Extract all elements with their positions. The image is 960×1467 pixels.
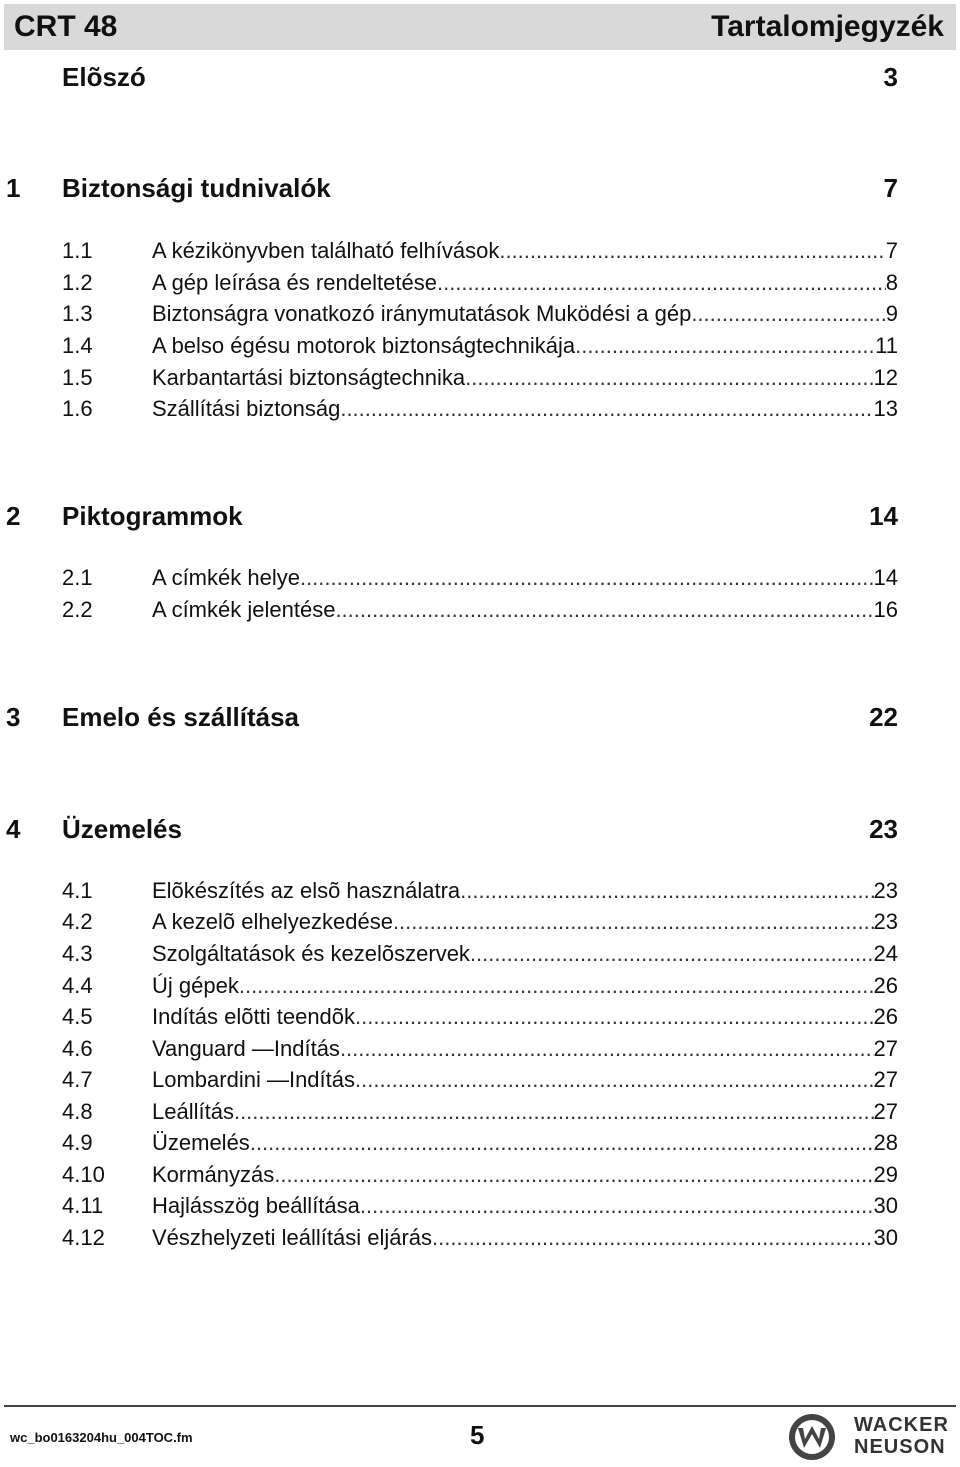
leader-dots <box>393 909 874 935</box>
leader-dots <box>432 1225 873 1251</box>
item-title: A címkék helye <box>152 565 300 590</box>
item-title: Lombardini —Indítás <box>152 1067 355 1092</box>
toc-item-4-10[interactable] <box>0 1162 960 1192</box>
leader-dots <box>355 1004 873 1030</box>
leader-dots <box>274 1162 873 1188</box>
logo-line-2: NEUSON <box>854 1436 946 1458</box>
leader-dots <box>460 878 873 904</box>
leader-dots <box>335 597 873 623</box>
footer-filename: wc_bo0163204hu_004TOC.fm <box>10 1430 193 1445</box>
item-number: 4.12 <box>62 1225 105 1250</box>
item-page: 30 <box>873 1225 898 1250</box>
leader-dots <box>575 333 875 359</box>
toc-item-4-1[interactable] <box>0 878 960 908</box>
item-title: Karbantartási biztonságtechnika <box>152 365 466 390</box>
toc-item-4-8[interactable] <box>0 1099 960 1129</box>
chapter-page: 7 <box>883 173 898 203</box>
item-page: 7 <box>885 238 898 263</box>
toc-item-4-6[interactable] <box>0 1036 960 1066</box>
item-page: 30 <box>873 1193 898 1218</box>
toc-item-4-2[interactable] <box>0 909 960 939</box>
wacker-neuson-logo <box>782 1412 958 1462</box>
chapter-title: Piktogrammok <box>62 501 243 531</box>
item-page: 26 <box>873 1004 898 1029</box>
item-number: 4.1 <box>62 878 93 903</box>
chapter-title: Emelo és szállítása <box>62 702 300 732</box>
item-title: A kezelõ elhelyezkedése <box>152 909 393 934</box>
leader-dots <box>250 1130 874 1156</box>
chapter-number: 3 <box>6 702 21 732</box>
leader-dots <box>470 941 874 967</box>
toc-item-1-5[interactable] <box>0 365 960 395</box>
toc-item-4-4[interactable] <box>0 973 960 1003</box>
toc-chapter-2[interactable] <box>0 501 960 537</box>
toc-item-2-1[interactable] <box>0 565 960 595</box>
toc-item-4-12[interactable] <box>0 1225 960 1255</box>
item-page: 11 <box>875 333 898 358</box>
item-number: 4.3 <box>62 941 93 966</box>
item-number: 4.2 <box>62 909 93 934</box>
toc-preface-page: 3 <box>883 62 898 92</box>
toc-preface-title: Elõszó <box>62 62 146 92</box>
item-page: 13 <box>873 396 898 421</box>
leader-dots <box>234 1099 874 1125</box>
item-page: 12 <box>873 365 898 390</box>
toc-item-4-5[interactable] <box>0 1004 960 1034</box>
item-page: 24 <box>873 941 898 966</box>
item-page: 27 <box>873 1099 898 1124</box>
leader-dots <box>499 238 885 264</box>
item-title: A belso égésu motorok biztonságtechnikája <box>152 333 576 358</box>
chapter-number: 2 <box>6 501 21 531</box>
item-number: 1.4 <box>62 333 93 358</box>
item-page: 27 <box>873 1067 898 1092</box>
item-page: 9 <box>885 301 898 326</box>
item-number: 4.11 <box>62 1193 104 1218</box>
leader-dots <box>360 1193 874 1219</box>
footer-page-number: 5 <box>470 1420 485 1450</box>
item-number: 4.10 <box>62 1162 105 1187</box>
item-number: 1.3 <box>62 301 93 326</box>
leader-dots <box>340 1036 874 1062</box>
toc-chapter-4[interactable] <box>0 814 960 850</box>
chapter-page: 14 <box>869 501 898 531</box>
chapter-title: Üzemelés <box>62 814 182 844</box>
item-title: Biztonságra vonatkozó iránymutatások Muködési a gép <box>152 301 692 326</box>
item-number: 4.8 <box>62 1099 93 1124</box>
page-header <box>4 4 956 50</box>
item-number: 4.7 <box>62 1067 93 1092</box>
item-page: 23 <box>873 878 898 903</box>
leader-dots <box>465 365 873 391</box>
leader-dots <box>355 1067 874 1093</box>
item-title: Indítás elõtti teendõk <box>152 1004 356 1029</box>
item-page: 16 <box>873 597 898 622</box>
item-title: Kormányzás <box>152 1162 275 1187</box>
leader-dots <box>437 270 886 296</box>
toc-preface[interactable] <box>0 62 960 98</box>
toc-item-2-2[interactable] <box>0 597 960 627</box>
item-number: 1.2 <box>62 270 93 295</box>
item-title: Szolgáltatások és kezelõszervek <box>152 941 470 966</box>
item-page: 26 <box>873 973 898 998</box>
item-page: 23 <box>873 909 898 934</box>
item-title: Üzemelés <box>152 1130 250 1155</box>
item-title: Leállítás <box>152 1099 234 1124</box>
toc-chapter-1[interactable] <box>0 173 960 209</box>
item-number: 4.5 <box>62 1004 93 1029</box>
item-page: 28 <box>873 1130 898 1155</box>
item-number: 4.6 <box>62 1036 93 1061</box>
item-title: Vészhelyzeti leállítási eljárás <box>152 1225 433 1250</box>
chapter-page: 23 <box>869 814 898 844</box>
item-number: 2.1 <box>62 565 93 590</box>
leader-dots <box>300 565 874 591</box>
leader-dots <box>691 301 885 327</box>
item-number: 1.1 <box>62 238 93 263</box>
toc-item-4-3[interactable] <box>0 941 960 971</box>
chapter-number: 4 <box>6 814 21 844</box>
toc-chapter-3[interactable] <box>0 702 960 738</box>
chapter-title: Biztonsági tudnivalók <box>62 173 331 203</box>
item-title: Elõkészítés az elsõ használatra <box>152 878 461 903</box>
item-number: 4.4 <box>62 973 93 998</box>
item-title: Szállítási biztonság <box>152 396 341 421</box>
toc-item-1-1[interactable] <box>0 238 960 268</box>
wacker-neuson-emblem-icon <box>782 1412 842 1462</box>
item-page: 29 <box>873 1162 898 1187</box>
toc-item-1-4[interactable] <box>0 333 960 363</box>
leader-dots <box>239 973 874 999</box>
chapter-number: 1 <box>6 173 21 203</box>
item-title: Vanguard —Indítás <box>152 1036 340 1061</box>
item-title: A gép leírása és rendeltetése <box>152 270 437 295</box>
item-number: 2.2 <box>62 597 93 622</box>
item-page: 27 <box>873 1036 898 1061</box>
item-page: 14 <box>873 565 898 590</box>
toc-item-1-2[interactable] <box>0 270 960 300</box>
toc-item-1-3[interactable] <box>0 301 960 331</box>
item-title: A címkék jelentése <box>152 597 336 622</box>
item-title: A kézikönyvben található felhívások <box>152 238 500 263</box>
chapter-page: 22 <box>869 702 898 732</box>
item-title: Hajlásszög beállítása <box>152 1193 360 1218</box>
document-model: CRT 48 <box>14 10 118 43</box>
footer-divider <box>4 1405 956 1407</box>
leader-dots <box>340 396 873 422</box>
item-number: 1.6 <box>62 396 93 421</box>
toc-item-1-6[interactable] <box>0 396 960 426</box>
item-number: 4.9 <box>62 1130 93 1155</box>
item-number: 1.5 <box>62 365 93 390</box>
toc-item-4-9[interactable] <box>0 1130 960 1160</box>
header-title: Tartalomjegyzék <box>711 10 944 43</box>
toc-item-4-7[interactable] <box>0 1067 960 1097</box>
item-page: 8 <box>885 270 898 295</box>
item-title: Új gépek <box>152 973 239 998</box>
toc-item-4-11[interactable] <box>0 1193 960 1223</box>
logo-line-1: WACKER <box>854 1414 949 1436</box>
